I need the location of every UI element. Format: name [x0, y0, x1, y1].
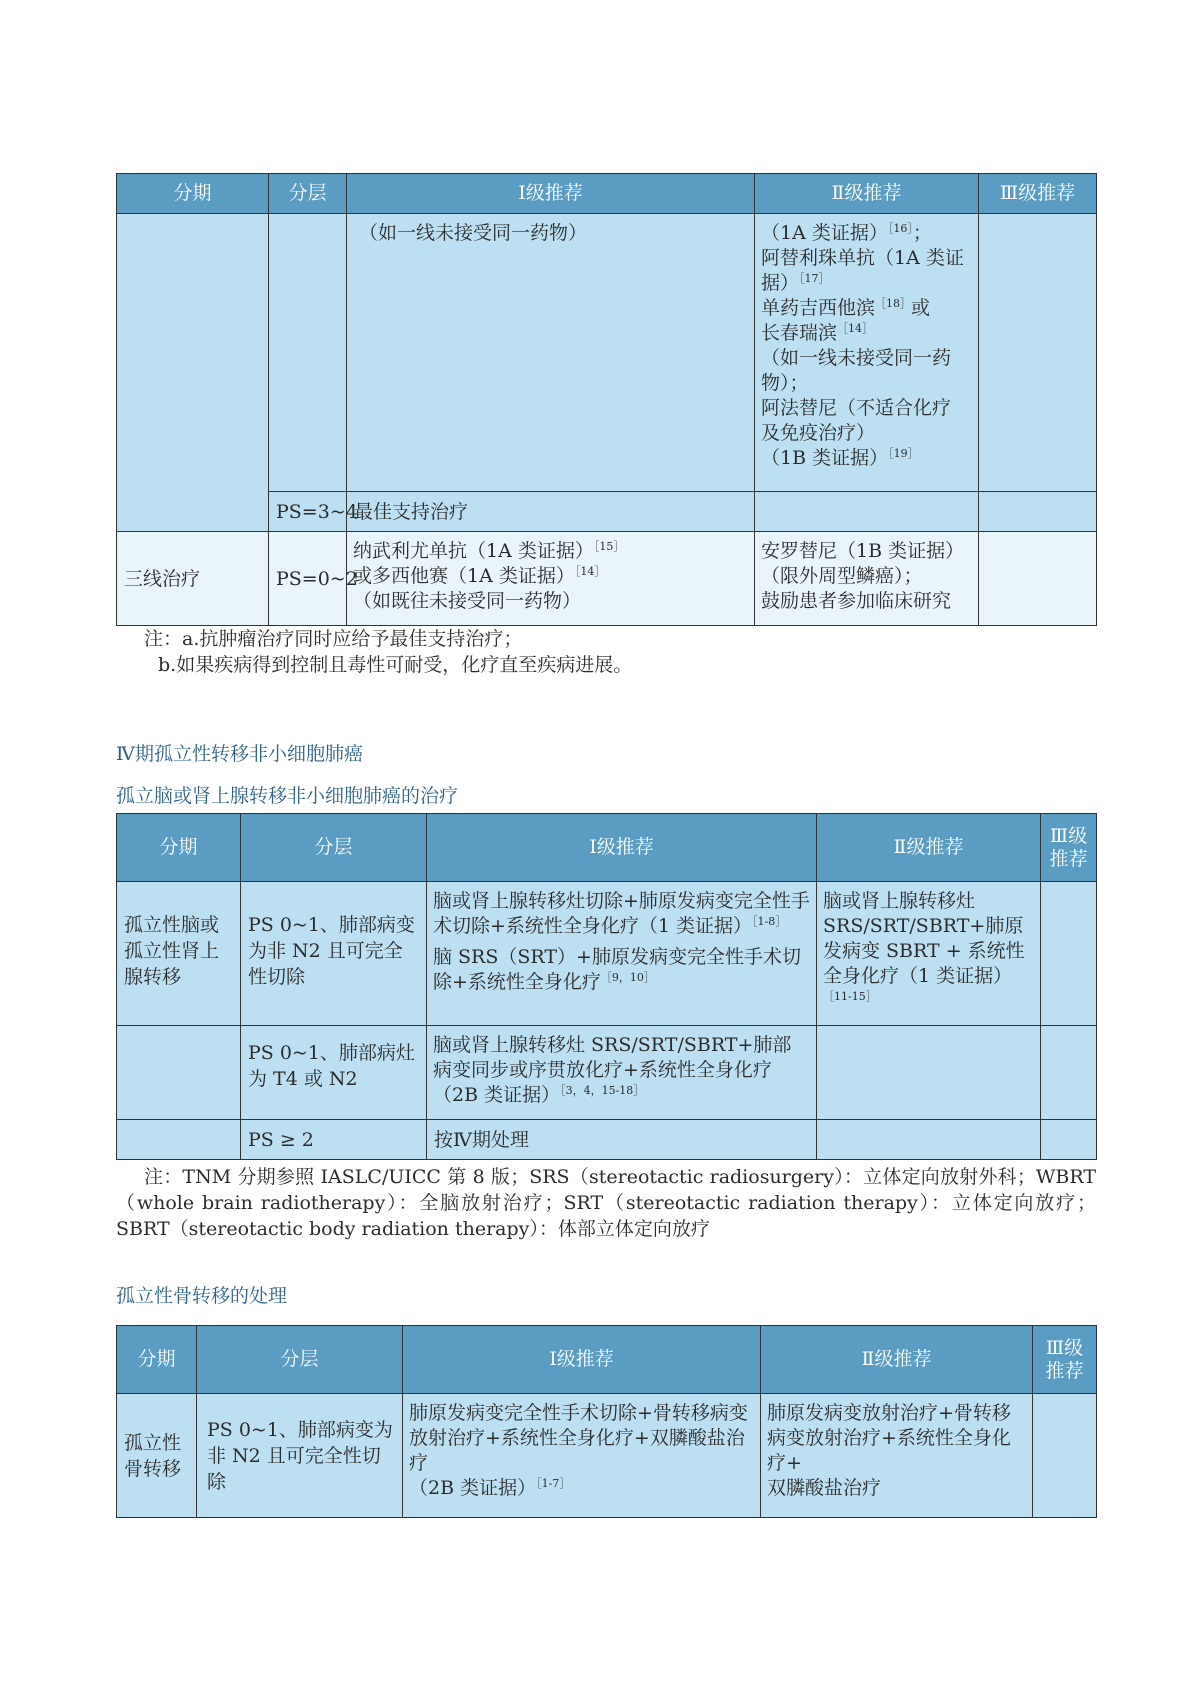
level3-cell [1041, 1120, 1097, 1160]
layer-cell: PS=0~2 [269, 532, 347, 626]
layer-cell [269, 214, 347, 492]
level2-cell: 肺原发病变放射治疗+骨转移病变放射治疗+系统性全身化疗+ 双膦酸盐治疗 [761, 1394, 1033, 1518]
header-level2: Ⅱ级推荐 [761, 1326, 1033, 1394]
abbreviation-note: 注：TNM 分期参照 IASLC/UICC 第 8 版；SRS（stereotactic radiosurgery）：立体定向放射外科；WBRT（whole brain radiotherapy）：全脑放射治疗；SRT（stereotactic radiation therapy）：立体定向放疗；SBRT（stereotactic body radiation therapy）：体部立体定向放疗 [116, 1166, 1096, 1240]
table-row [117, 882, 1097, 1026]
treatment-table-continued [116, 173, 1097, 626]
level1-cell: （如一线未接受同一药物） [347, 214, 755, 492]
table-row [117, 1120, 1097, 1160]
header-stage: 分期 [117, 1326, 197, 1394]
level1-cell: 肺原发病变完全性手术切除+骨转移病变放射治疗+系统性全身化疗+双膦酸盐治疗 （2B 类证据）$^{[1-7]}$ [403, 1394, 761, 1518]
stage-cell [117, 1120, 241, 1160]
section-title: Ⅳ期孤立性转移非小细胞肺癌 [116, 743, 363, 765]
stage-cell: 孤立性脑或孤立性肾上腺转移 [117, 882, 241, 1026]
stage-cell [117, 1026, 241, 1120]
level2-cell: （1A 类证据）$^{[16]}$； 阿替利珠单抗（1A 类证 据）$^{[17]}$ 单药吉西他滨$^{[18]}$或 长春瑞滨$^{[14]}$ （如一线未接受同一药 物）； 阿法替尼（不适合化疗 及免疫治疗） （1B 类证据）$^{[19]}$ [755, 214, 979, 492]
header-stage: 分期 [117, 174, 269, 214]
layer-cell: PS=3~4 [269, 492, 347, 532]
header-layer: 分层 [241, 814, 427, 882]
header-level2: Ⅱ级推荐 [817, 814, 1041, 882]
level2-cell [755, 492, 979, 532]
header-level1: Ⅰ级推荐 [347, 174, 755, 214]
level1-cell: 脑或肾上腺转移灶切除+肺原发病变完全性手术切除+系统性全身化疗（1 类证据）$^{[1-8]}$ 脑 SRS（SRT）+肺原发病变完全性手术切除+系统性全身化疗$^{[9,10]}$ [427, 882, 817, 1026]
header-layer: 分层 [197, 1326, 403, 1394]
header-level3: Ⅲ级推荐 [1041, 814, 1097, 882]
header-level1: Ⅰ级推荐 [403, 1326, 761, 1394]
level3-cell [1033, 1394, 1097, 1518]
table-note: 注：a.抗肿瘤治疗同时应给予最佳支持治疗； b.如果疾病得到控制且毒性可耐受，化疗直至疾病进展。 [144, 628, 633, 676]
header-level2: Ⅱ级推荐 [755, 174, 979, 214]
level3-cell [979, 492, 1097, 532]
table-row [117, 532, 1097, 626]
table-row [117, 1026, 1097, 1120]
level1-cell: 脑或肾上腺转移灶 SRS/SRT/SBRT+肺部病变同步或序贯放化疗+系统性全身化疗（2B 类证据）$^{[3,4,15-18]}$ [427, 1026, 817, 1120]
level2-cell: 脑或肾上腺转移灶SRS/SRT/SBRT+肺原发病变 SBRT + 系统性全身化疗（1 类证据）$^{[11-15]}$ [817, 882, 1041, 1026]
bone-metastasis-table [116, 1325, 1097, 1518]
header-level3: Ⅲ级推荐 [1033, 1326, 1097, 1394]
level2-cell: 安罗替尼（1B 类证据） （限外周型鳞癌）； 鼓励患者参加临床研究 [755, 532, 979, 626]
brain-adrenal-metastasis-table [116, 813, 1097, 1160]
stage-cell [117, 214, 269, 532]
stage-cell: 三线治疗 [117, 532, 269, 626]
level2-cell [817, 1026, 1041, 1120]
layer-cell: PS ≥ 2 [241, 1120, 427, 1160]
level3-cell [979, 214, 1097, 492]
layer-cell: PS 0~1、肺部病变为非 N2 且可完全性切除 [241, 882, 427, 1026]
table-row [117, 214, 1097, 492]
level1-cell: 纳武利尤单抗（1A 类证据）$^{[15]}$ 或多西他赛（1A 类证据）$^{[14]}$ （如既往未接受同一药物） [347, 532, 755, 626]
layer-cell: PS 0~1、肺部病灶为 T4 或 N2 [241, 1026, 427, 1120]
subsection-title: 孤立性骨转移的处理 [116, 1285, 288, 1307]
header-level3: Ⅲ级推荐 [979, 174, 1097, 214]
header-level1: Ⅰ级推荐 [427, 814, 817, 882]
stage-cell: 孤立性骨转移 [117, 1394, 197, 1518]
header-layer: 分层 [269, 174, 347, 214]
subsection-title: 孤立脑或肾上腺转移非小细胞肺癌的治疗 [116, 785, 459, 807]
table-row [117, 1394, 1097, 1518]
level1-cell: 最佳支持治疗 [347, 492, 755, 532]
level1-cell: 按Ⅳ期处理 [427, 1120, 817, 1160]
level3-cell [1041, 1026, 1097, 1120]
level3-cell [1041, 882, 1097, 1026]
layer-cell: PS 0~1、肺部病变为非 N2 且可完全性切除 [197, 1394, 403, 1518]
header-stage: 分期 [117, 814, 241, 882]
level2-cell [817, 1120, 1041, 1160]
level3-cell [979, 532, 1097, 626]
